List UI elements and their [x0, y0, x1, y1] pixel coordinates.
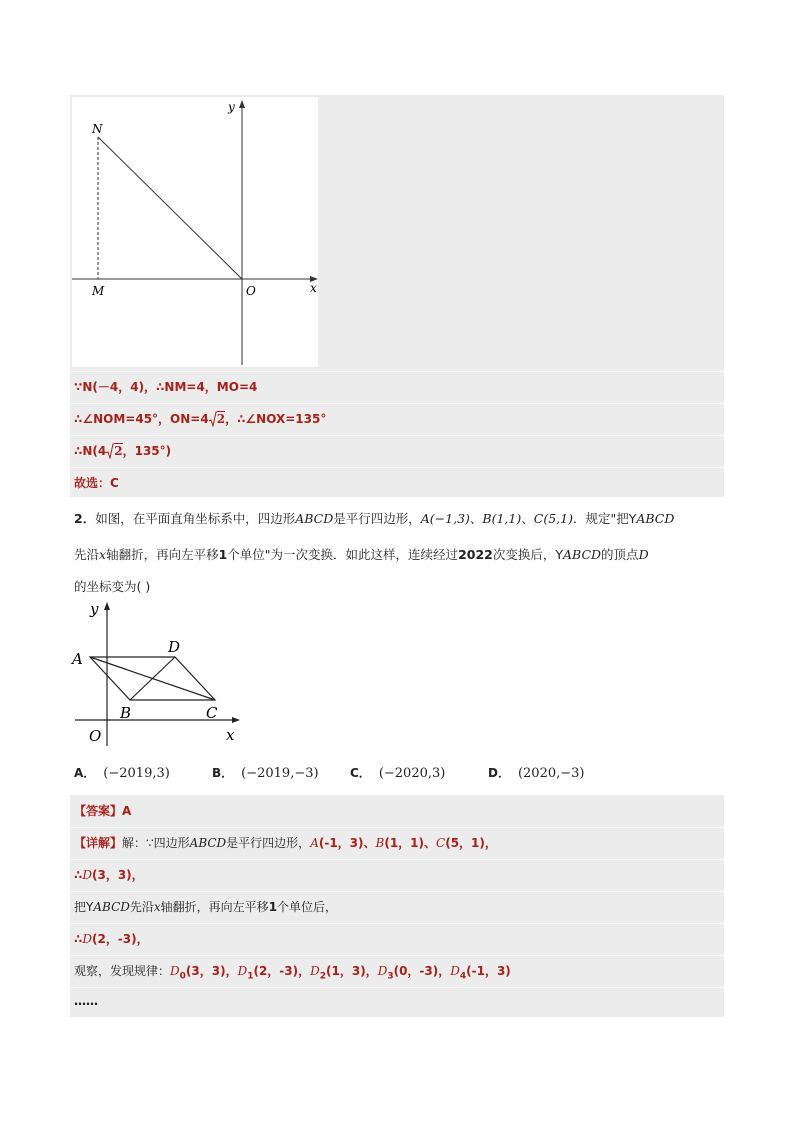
solution1-line2-a: ∴∠NOM=45°，ON=4: [74, 412, 209, 426]
label-B: B: [120, 704, 132, 722]
option-d[interactable]: D． (2020,−3): [488, 766, 585, 781]
solution1-line3: [74, 443, 171, 459]
separator: [70, 891, 724, 892]
figure-2-diagram: [70, 600, 242, 748]
answer-tag: 【答案】: [74, 804, 123, 818]
label-A: A: [72, 650, 83, 668]
sqrt-2: 2: [106, 443, 122, 459]
answer-line: [74, 803, 131, 819]
diagonal-BD: [130, 657, 175, 700]
parallelogram-symbol: Y: [628, 511, 637, 526]
label-N: N: [92, 122, 103, 136]
separator: [70, 403, 724, 404]
question2-number: 2．: [74, 511, 96, 526]
solution1-line4: 故选：C: [74, 476, 119, 490]
detail-line6: ……: [74, 994, 98, 1008]
x-axis-arrow: [232, 717, 240, 723]
option-a[interactable]: A． (−2019,3): [74, 766, 170, 781]
solution1-line3-b: ，135°): [122, 444, 172, 458]
label-O: O: [89, 727, 102, 745]
solution1-line2: [74, 411, 326, 427]
question2-line3: 的坐标变为( ): [74, 579, 151, 594]
label-y: y: [90, 600, 99, 618]
label-x: x: [226, 726, 235, 744]
answer-value: A: [122, 804, 132, 818]
detail-line4: ∴D(2，-3)，: [74, 932, 149, 946]
separator: [70, 827, 724, 828]
detail-line2: ∴D(3，3)，: [74, 868, 144, 882]
solution1-line2-b: ，∴∠NOX=135°: [225, 412, 327, 426]
sqrt-2: 2: [209, 411, 225, 427]
detail-line3: 把YABCD先沿x轴翻折，再向左平移1个单位后，: [74, 900, 338, 914]
separator: [70, 467, 724, 468]
separator: [70, 371, 724, 372]
label-x: x: [310, 281, 317, 295]
figure-1-diagram: [72, 97, 318, 367]
y-axis-arrow: [104, 602, 110, 610]
separator: [70, 955, 724, 956]
label-y: y: [228, 100, 235, 114]
question2-line2: 先沿x轴翻折，再向左平移1个单位"为一次变换．如此这样，连续经过2022次变换后，YABCD的顶点D: [74, 547, 649, 562]
separator: [70, 923, 724, 924]
separator: [70, 435, 724, 436]
detail-line5: 观察，发现规律：$D_0(3$，3)，$D_1(2$，-3)，$D_2(1$，3)，$D_3(0$，-3)，$D_4(-1$，3): [74, 964, 511, 982]
label-C: C: [206, 704, 218, 722]
parallelogram-symbol: Y: [86, 900, 94, 914]
option-b[interactable]: B． (−2019,−3): [212, 766, 319, 781]
question2-line1: 2．如图，在平面直角坐标系中，四边形ABCD是平行四边形，A(−1,3)、B(1,1)、C(5,1)．规定"把YABCD: [74, 511, 675, 526]
separator: [70, 859, 724, 860]
parallelogram-symbol: Y: [555, 547, 564, 562]
option-c[interactable]: C． (−2020,3): [350, 766, 446, 781]
separator: [70, 987, 724, 988]
label-M: M: [92, 284, 105, 298]
solution1-line1: ∵N(－4，4)，∴NM=4，MO=4: [74, 380, 258, 394]
label-D: D: [168, 638, 181, 656]
solution1-line3-a: ∴N(4: [74, 444, 107, 458]
label-O: O: [246, 284, 256, 298]
detail-line1: 【详解】解：∵四边形ABCD是平行四边形，A(-1，3)、B(1，1)、C(5，1)，: [74, 836, 497, 850]
